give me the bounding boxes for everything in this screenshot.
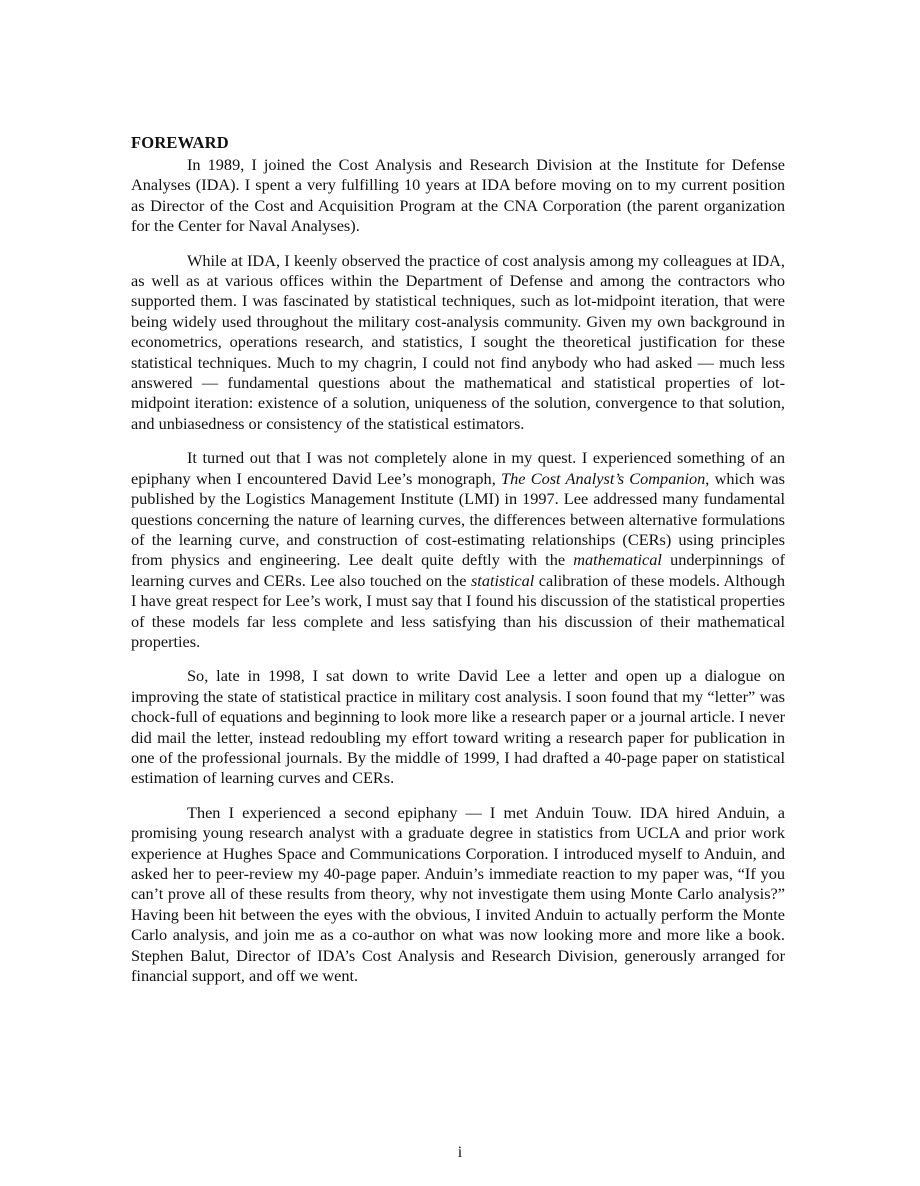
text-run: calibration of these models. Although I have great respect for Lee’s work, I must say that I found his discussion of the statistical properties of these models far less complete and less satisfying than his discussion of their mathematical properties. [131, 570, 785, 651]
paragraph-3 [131, 448, 785, 652]
italic-text-run: statistical [470, 570, 535, 590]
text-run: While at IDA, I keenly observed the practice of cost analysis among my colleagues at IDA, as well as at various offices within the Department of Defense and among the contractors who supported them. I was fascinated by statistical techniques, such as lot-midpoint iteration, that were being widely used throughout the military cost-analysis community. Given my own background in econometrics, operations research, and statistics, I sought the theoretical justification for these statistical techniques. Much to my chagrin, I could not find anybody who had asked — much less answered — fundamental questions about the mathematical and statistical properties of lot-midpoint iteration: existence of a solution, uniqueness of the solution, convergence to that solution, and unbiasedness or consistency of the statistical estimators. [131, 250, 785, 433]
text-run: , which was published by the Logistics Management Institute (LMI) in 1997. Lee addressed many fundamental questions concerning the nature of learning curves, the differences between alternative formulations of the learning curve, and construction of cost-estimating relationships (CERs) using principles from physics and engineering. Lee dealt quite deftly with the [131, 468, 785, 570]
paragraph-4 [131, 666, 785, 788]
paragraph-1 [131, 155, 785, 237]
text-run: Then I experienced a second epiphany — I met Anduin Touw. IDA hired Anduin, a promising young research analyst with a graduate degree in statistics from UCLA and prior work experience at Hughes Space and Communications Corporation. I introduced myself to Anduin, and asked her to peer-review my 40-page paper. Anduin’s immediate reaction to my paper was, “If you can’t prove all of these results from theory, why not investigate them using Monte Carlo analysis?” Having been hit between the eyes with the obvious, I invited Anduin to actually perform the Monte Carlo analysis, and join me as a co-author on what was now looking more and more like a book. Stephen Balut, Director of IDA’s Cost Analysis and Research Division, generously arranged for financial support, and off we went. [131, 802, 785, 986]
text-run: So, late in 1998, I sat down to write David Lee a letter and open up a dialogue on improving the state of statistical practice in military cost analysis. I soon found that my “letter” was chock-full of equations and beginning to look more like a research paper or a journal article. I never did mail the letter, instead redoubling my effort toward writing a research paper for publication in one of the professional journals. By the middle of 1999, I had drafted a 40-page paper on statistical estimation of learning curves and CERs. [131, 666, 785, 788]
text-run: It turned out that I was not completely alone in my quest. I experienced something of an epiphany when I encountered David Lee’s monograph, [131, 448, 785, 488]
paragraph-5 [131, 803, 785, 987]
text-run: underpinnings of learning curves and CERs. Lee also touched on the [131, 550, 786, 590]
italic-text-run: The Cost Analyst’s Companion [501, 468, 706, 488]
page-number: i [457, 1144, 463, 1161]
page-content [131, 133, 785, 1000]
section-heading: FOREWARD [131, 133, 229, 152]
text-run: In 1989, I joined the Cost Analysis and Research Division at the Institute for Defense Analyses (IDA). I spent a very fulfilling 10 years at IDA before moving on to my current position as Director of the Cost and Acquisition Program at the CNA Corporation (the parent organization for the Center for Naval Analyses). [131, 155, 785, 236]
italic-text-run: mathematical [573, 550, 662, 570]
paragraph-2 [131, 251, 785, 435]
